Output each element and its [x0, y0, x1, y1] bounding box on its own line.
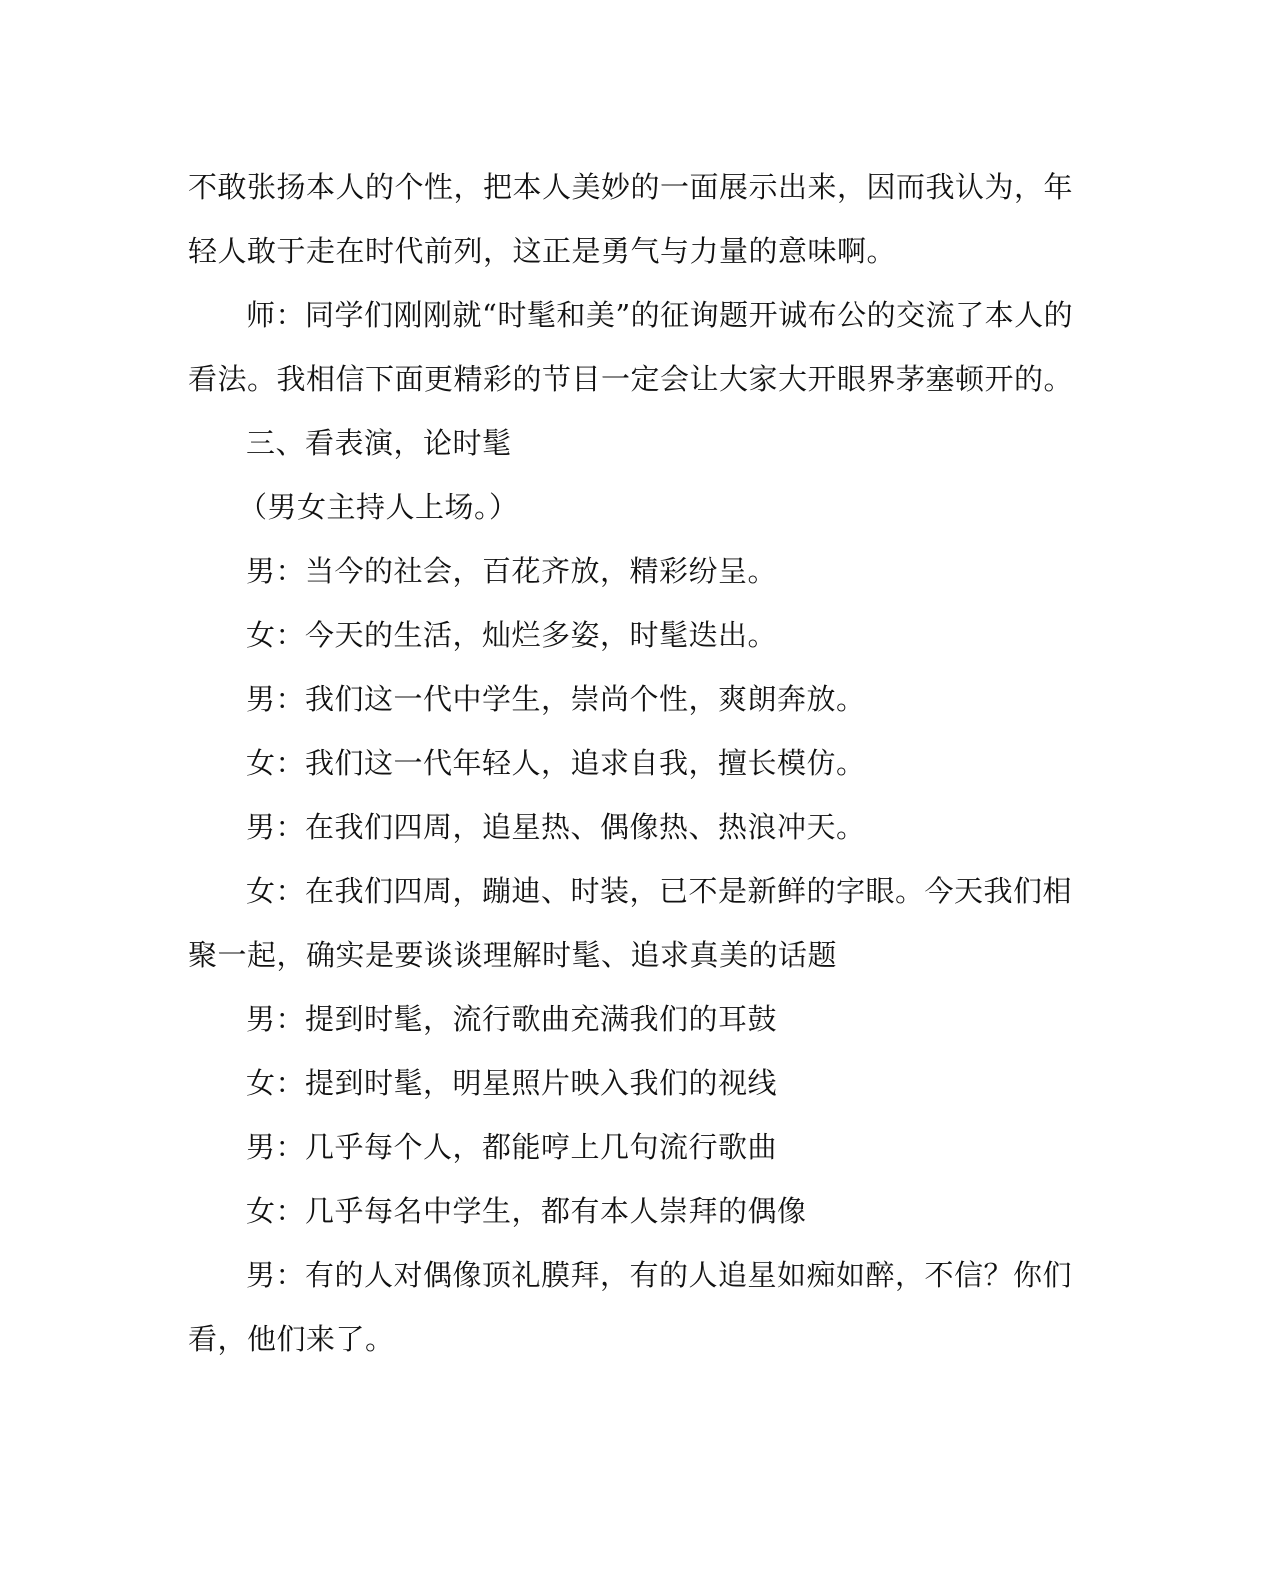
document-body — [188, 155, 1074, 1371]
text-line: 轻人敢于走在时代前列，这正是勇气与力量的意味啊。 — [188, 234, 897, 268]
dialogue-line: 女：我们这一代年轻人，追求自我，擅长模仿。 — [246, 746, 866, 780]
dialogue-line: 男：几乎每个人，都能哼上几句流行歌曲 — [246, 1130, 778, 1164]
dialogue-line: 男：在我们四周，追星热、偶像热、热浪冲天。 — [246, 810, 866, 844]
section-heading: 三、看表演，论时髦 — [246, 426, 512, 460]
dialogue-line-continued: 看，他们来了。 — [188, 1322, 395, 1356]
dialogue-line: 男：有的人对偶像顶礼膜拜，有的人追星如痴如醉，不信？你们 — [246, 1258, 1073, 1292]
dialogue-line: 男：提到时髦，流行歌曲充满我们的耳鼓 — [246, 1002, 778, 1036]
dialogue-line: 女：在我们四周，蹦迪、时装，已不是新鲜的字眼。今天我们相 — [246, 874, 1073, 908]
text-line: 师：同学们刚刚就“时髦和美”的征询题开诚布公的交流了本人的 — [246, 298, 1074, 332]
dialogue-line: 女：今天的生活，灿烂多姿，时髦迭出。 — [246, 618, 778, 652]
dialogue-line: 男：当今的社会，百花齐放，精彩纷呈。 — [246, 554, 778, 588]
dialogue-line: 男：我们这一代中学生，崇尚个性，爽朗奔放。 — [246, 682, 866, 716]
text-line: 看法。我相信下面更精彩的节目一定会让大家大开眼界茅塞顿开的。 — [188, 362, 1074, 396]
dialogue-line: 女：几乎每名中学生，都有本人崇拜的偶像 — [246, 1194, 807, 1228]
dialogue-line: 女：提到时髦，明星照片映入我们的视线 — [246, 1066, 778, 1100]
dialogue-line-continued: 聚一起，确实是要谈谈理解时髦、追求真美的话题 — [188, 938, 838, 972]
stage-direction: （男女主持人上场。） — [238, 490, 519, 524]
text-line: 不敢张扬本人的个性，把本人美妙的一面展示出来，因而我认为，年 — [188, 170, 1074, 204]
